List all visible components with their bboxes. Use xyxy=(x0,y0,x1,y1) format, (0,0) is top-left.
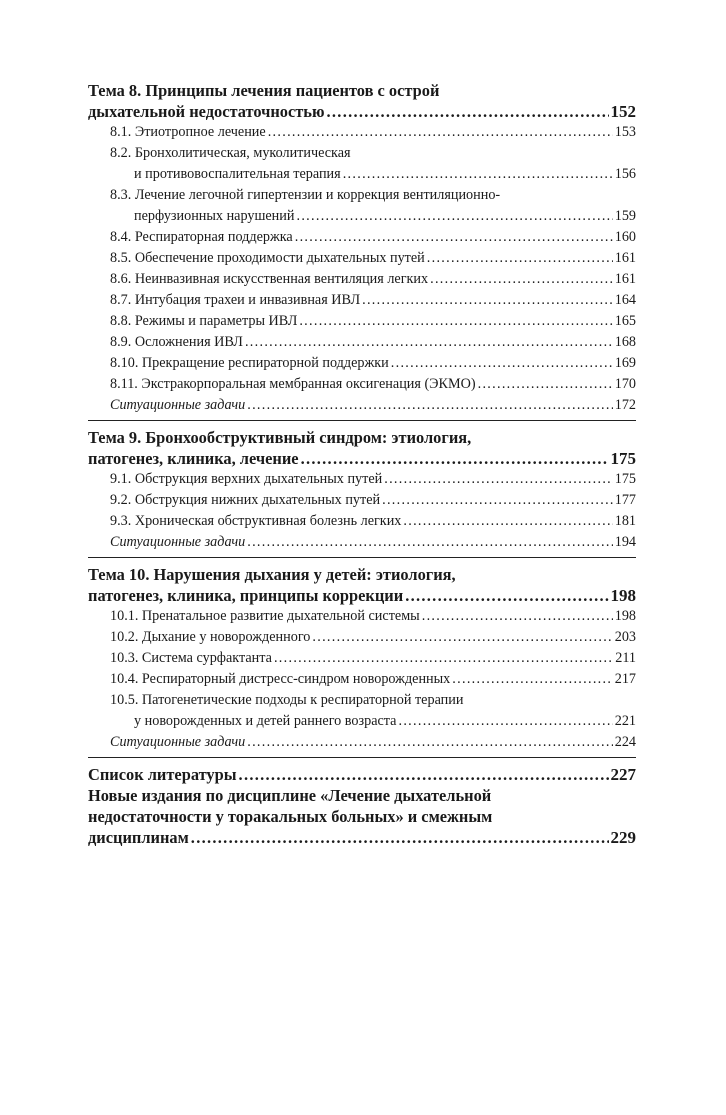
toc-entry[interactable] xyxy=(110,374,636,395)
dot-leader xyxy=(405,585,608,606)
toc-entry[interactable] xyxy=(110,690,636,732)
toc-entry[interactable] xyxy=(110,185,636,227)
entry-title: Ситуационные задачи xyxy=(110,534,246,550)
toc-section-theme-10 xyxy=(88,564,636,758)
dot-leader xyxy=(403,511,612,532)
entry-title: 8.1. Этиотропное лечение xyxy=(110,124,266,140)
page-number: 194 xyxy=(614,534,636,550)
toc-entry[interactable] xyxy=(110,353,636,374)
entry-title: 8.11. Экстракорпоральная мембранная оксигенация (ЭКМО) xyxy=(110,376,476,392)
toc-section-theme-8 xyxy=(88,80,636,421)
subsection-list xyxy=(88,606,636,753)
entry-title: 8.3. Лечение легочной гипертензии и коррекция вентиляционно- xyxy=(110,187,501,203)
toc-entry[interactable] xyxy=(110,332,636,353)
toc-entry[interactable] xyxy=(110,669,636,690)
entry-title: 8.4. Респираторная поддержка xyxy=(110,229,293,245)
section-heading-line: дыхательной недостаточностью xyxy=(88,102,325,121)
entry-title: 10.5. Патогенетические подходы к респираторной терапии xyxy=(110,692,464,708)
section-heading-entry[interactable] xyxy=(88,448,636,469)
references-title: Список литературы xyxy=(88,765,237,784)
dot-leader xyxy=(362,290,613,311)
toc-references xyxy=(88,764,636,785)
toc-entry[interactable] xyxy=(110,511,636,532)
dot-leader xyxy=(382,490,613,511)
dot-leader xyxy=(268,122,613,143)
entry-title: 8.5. Обеспечение проходимости дыхательных путей xyxy=(110,250,425,266)
page-number: 203 xyxy=(614,629,636,645)
toc-entry[interactable] xyxy=(110,490,636,511)
toc-entry[interactable] xyxy=(110,606,636,627)
page-number: 175 xyxy=(614,471,636,487)
dot-leader xyxy=(327,101,609,122)
page-number: 221 xyxy=(614,713,636,729)
dot-leader xyxy=(427,248,613,269)
page-number: 170 xyxy=(614,376,636,392)
dot-leader xyxy=(391,353,613,374)
page-number: 160 xyxy=(614,229,636,245)
page-number: 217 xyxy=(614,671,636,687)
new-editions-entry[interactable] xyxy=(88,827,636,848)
toc-entry-case-studies[interactable] xyxy=(110,732,636,753)
section-heading-line: Тема 8. Принципы лечения пациентов с острой xyxy=(88,81,440,100)
page-number: 198 xyxy=(614,608,636,624)
section-heading-line: Тема 10. Нарушения дыхания у детей: этиология, xyxy=(88,565,456,584)
page-number: 198 xyxy=(610,586,636,605)
dot-leader xyxy=(296,206,612,227)
toc-entry[interactable] xyxy=(110,227,636,248)
page-number: 161 xyxy=(614,250,636,266)
page-number: 224 xyxy=(614,734,636,750)
entry-title: 8.7. Интубация трахеи и инвазивная ИВЛ xyxy=(110,292,361,308)
dot-leader xyxy=(478,374,613,395)
toc-entry[interactable] xyxy=(110,269,636,290)
dot-leader xyxy=(247,532,612,553)
dot-leader xyxy=(422,606,613,627)
dot-leader xyxy=(245,332,613,353)
section-heading-line: патогенез, клиника, лечение xyxy=(88,449,299,468)
page-number: 153 xyxy=(614,124,636,140)
toc-entry[interactable] xyxy=(110,248,636,269)
toc-entry-case-studies[interactable] xyxy=(110,532,636,553)
page-number: 211 xyxy=(615,650,636,666)
section-heading xyxy=(88,80,636,122)
toc-new-editions xyxy=(88,785,636,848)
entry-title: 9.3. Хроническая обструктивная болезнь легких xyxy=(110,513,402,529)
entry-title: 10.1. Пренатальное развитие дыхательной системы xyxy=(110,608,420,624)
dot-leader xyxy=(239,764,609,785)
section-heading-line: Тема 9. Бронхообструктивный синдром: этиология, xyxy=(88,428,472,447)
dot-leader xyxy=(301,448,609,469)
page-number: 159 xyxy=(614,208,636,224)
dot-leader xyxy=(398,711,612,732)
entry-title-continued: и противовоспалительная терапия xyxy=(134,166,341,182)
new-editions-title-line: недостаточности у торакальных больных» и смежным xyxy=(88,807,493,826)
entry-title: 8.2. Бронхолитическая, муколитическая xyxy=(110,145,351,161)
page-number: 229 xyxy=(610,828,636,847)
entry-title: 10.4. Респираторный дистресс-синдром новорожденных xyxy=(110,671,451,687)
entry-continuation xyxy=(110,206,636,227)
section-heading-entry[interactable] xyxy=(88,101,636,122)
dot-leader xyxy=(343,164,613,185)
section-heading-entry[interactable] xyxy=(88,585,636,606)
toc-entry[interactable] xyxy=(110,469,636,490)
entry-continuation xyxy=(110,164,636,185)
page-number: 175 xyxy=(610,449,636,468)
dot-leader xyxy=(191,827,609,848)
entry-title: 8.10. Прекращение респираторной поддержки xyxy=(110,355,389,371)
table-of-contents xyxy=(88,80,636,848)
section-heading-line: патогенез, клиника, принципы коррекции xyxy=(88,586,404,605)
entry-title: Ситуационные задачи xyxy=(110,397,246,413)
page-number: 172 xyxy=(614,397,636,413)
page-number: 169 xyxy=(614,355,636,371)
entry-title: 10.3. Система сурфактанта xyxy=(110,650,272,666)
page-number: 161 xyxy=(614,271,636,287)
page-number: 164 xyxy=(614,292,636,308)
dot-leader xyxy=(295,227,613,248)
dot-leader xyxy=(384,469,613,490)
entry-title: 9.2. Обструкция нижних дыхательных путей xyxy=(110,492,381,508)
dot-leader xyxy=(274,648,613,669)
dot-leader xyxy=(312,627,612,648)
toc-entry[interactable] xyxy=(110,627,636,648)
section-heading xyxy=(88,564,636,606)
entry-title: 10.2. Дыхание у новорожденного xyxy=(110,629,311,645)
entry-title-continued: перфузионных нарушений xyxy=(134,208,295,224)
subsection-list xyxy=(88,122,636,416)
entry-title: 9.1. Обструкция верхних дыхательных путей xyxy=(110,471,383,487)
dot-leader xyxy=(452,669,612,690)
section-heading xyxy=(88,427,636,469)
dot-leader xyxy=(430,269,613,290)
page-number: 177 xyxy=(614,492,636,508)
page-number: 181 xyxy=(614,513,636,529)
entry-title: Ситуационные задачи xyxy=(110,734,246,750)
toc-entry[interactable] xyxy=(110,143,636,185)
dot-leader xyxy=(247,732,612,753)
page-number: 152 xyxy=(610,102,636,121)
entry-title: 8.9. Осложнения ИВЛ xyxy=(110,334,243,350)
entry-continuation xyxy=(110,711,636,732)
entry-title-continued: у новорожденных и детей раннего возраста xyxy=(134,713,397,729)
new-editions-title-line: Новые издания по дисциплине «Лечение дыхательной xyxy=(88,786,492,805)
dot-leader xyxy=(299,311,612,332)
toc-section-theme-9 xyxy=(88,427,636,558)
toc-entry[interactable] xyxy=(110,122,636,143)
entry-title: 8.8. Режимы и параметры ИВЛ xyxy=(110,313,298,329)
entry-title: 8.6. Неинвазивная искусственная вентиляция легких xyxy=(110,271,429,287)
toc-entry[interactable] xyxy=(110,311,636,332)
toc-entry[interactable] xyxy=(110,290,636,311)
dot-leader xyxy=(247,395,612,416)
page-number: 227 xyxy=(610,765,636,784)
references-entry[interactable] xyxy=(88,764,636,785)
toc-entry[interactable] xyxy=(110,648,636,669)
new-editions-title-line: дисциплинам xyxy=(88,828,189,847)
page-number: 156 xyxy=(614,166,636,182)
page-number: 165 xyxy=(614,313,636,329)
page-number: 168 xyxy=(614,334,636,350)
toc-entry-case-studies[interactable] xyxy=(110,395,636,416)
subsection-list xyxy=(88,469,636,553)
